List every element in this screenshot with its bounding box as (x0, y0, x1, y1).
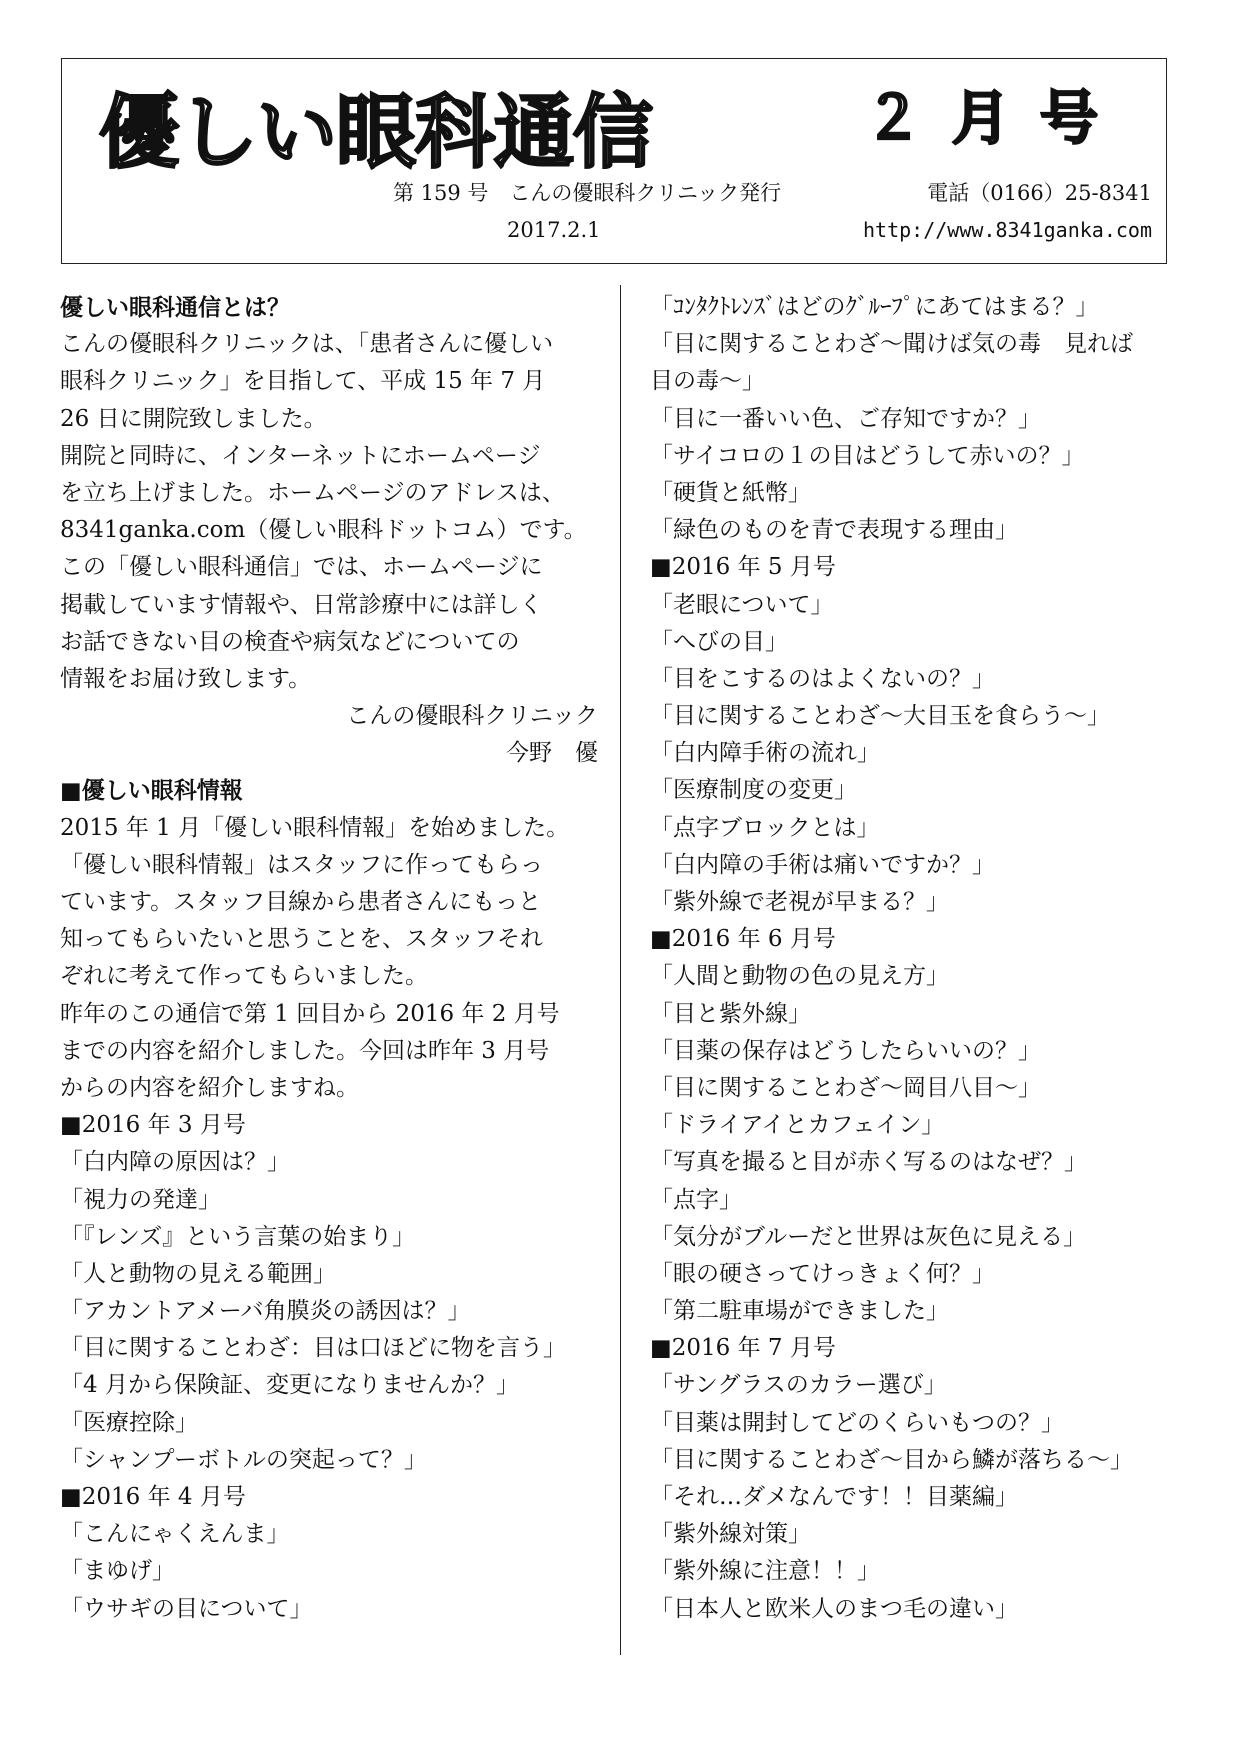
list-item: 「それ…ダメなんです！！目薬編」 (650, 1484, 1018, 1510)
intro-heading: 優しい眼科通信とは？ (60, 294, 290, 321)
list-item: 「人間と動物の色の見え方」 (650, 963, 949, 990)
intro-line: 開院と同時に、インターネットにホームページ (60, 442, 541, 469)
list-item: 「医療制度の変更」 (650, 777, 857, 804)
list-item: 「日本人と欧米人のまつ毛の違い」 (650, 1595, 1018, 1622)
signature-clinic: こんの優眼科クリニック (346, 703, 598, 730)
list-item: 「シャンプーボトルの突起って？」 (60, 1446, 427, 1473)
list-item: 目の毒～」 (650, 368, 765, 395)
june-list (650, 958, 1190, 1330)
list-item: 「『レンズ』という言葉の始まり」 (60, 1223, 416, 1250)
newsletter-header (61, 58, 1167, 264)
right-column (650, 289, 1190, 1628)
list-item: 「目に関することわざ：目は口ほどに物を言う」 (60, 1335, 566, 1362)
info-paragraph (60, 810, 598, 1108)
info-line: 知ってもらいたいと思うことを、スタッフそれ (60, 926, 543, 953)
april-list (60, 1516, 598, 1628)
list-item: 「気分がブルーだと世界は灰色に見える」 (650, 1223, 1087, 1250)
intro-line: お話できない目の検査や病気などについての (60, 628, 520, 655)
list-item: 「目薬は開封してどのくらいもつの？」 (650, 1409, 1064, 1436)
intro-line: 8341ganka.com（優しい眼科ドットコム）です。 (60, 517, 587, 544)
list-item: 「目薬の保存はどうしたらいいの？」 (650, 1037, 1041, 1064)
intro-line: 26 日に開院致しました。 (60, 405, 327, 432)
list-item: 「目に一番いい色、ご存知ですか？」 (650, 405, 1041, 432)
list-item: 「第二駐車場ができました」 (650, 1298, 949, 1325)
april-list-continued (650, 289, 1190, 549)
list-item: 「ドライアイとカフェイン」 (650, 1112, 945, 1139)
issue-label: ２月号 (863, 84, 1128, 152)
list-item: 「紫外線対策」 (650, 1521, 811, 1548)
intro-line: こんの優眼科クリニックは、「患者さんに優しい (60, 331, 554, 358)
list-item: 「視力の発達」 (60, 1186, 221, 1213)
list-item: 「人と動物の見える範囲」 (60, 1260, 336, 1287)
intro-line: を立ち上げました。ホームページのアドレスは、 (60, 479, 565, 506)
month-heading-july: ■2016 年 7 月号 (650, 1335, 836, 1362)
issue-number-line: 第 159 号 こんの優眼科クリニック発行 (393, 181, 782, 205)
list-item: 「サングラスのカラー選び」 (650, 1372, 947, 1399)
list-item: 「まゆげ」 (60, 1558, 175, 1585)
info-line: ています。スタッフ目線から患者さんにもっと (60, 889, 542, 915)
list-item: 「緑色のものを青で表現する理由」 (650, 517, 1018, 544)
month-heading-april: ■2016 年 4 月号 (60, 1484, 246, 1510)
list-item: 「へびの目」 (650, 628, 788, 655)
info-line: ぞれに考えて作ってもらいました。 (60, 963, 428, 990)
list-item: 「眼の硬さってけっきょく何？」 (650, 1260, 995, 1287)
info-line: までの内容を紹介しました。今回は昨年 3 月号 (60, 1037, 550, 1064)
signature-name: 今野 優 (506, 740, 598, 767)
left-column (60, 289, 598, 1628)
info-line: 昨年のこの通信で第 1 回目から 2016 年 2 月号 (60, 1000, 560, 1027)
intro-line: 眼科クリニック」を目指して、平成 15 年 7 月 (60, 368, 546, 395)
list-item: 「目に関することわざ～岡目八目～」 (650, 1074, 1041, 1101)
list-item: 「硬貨と紙幣」 (650, 479, 811, 506)
list-item: 「老眼について」 (650, 591, 834, 618)
newsletter-title: 優しい眼科通信 (99, 86, 652, 179)
info-line: 「優しい眼科情報」はスタッフに作ってもらっ (60, 851, 543, 878)
intro-line: 掲載しています情報や、日常診療中には詳しく (60, 591, 543, 618)
list-item: 「白内障の原因は？」 (60, 1149, 290, 1176)
list-item: 「写真を撮ると目が赤く写るのはなぜ？」 (650, 1149, 1087, 1176)
website-url[interactable]: http://www.8341ganka.com (863, 218, 1152, 242)
info-line: からの内容を紹介しますね。 (60, 1074, 359, 1101)
list-item: 「目に関することわざ～大目玉を食らう～」 (650, 703, 1110, 730)
list-item: 「紫外線で老視が早まる？」 (650, 889, 949, 915)
list-item: 「ｺﾝﾀｸﾄﾚﾝｽﾞはどのｸﾞﾙｰﾌﾟにあてはまる？」 (650, 294, 1099, 320)
list-item: 「目と紫外線」 (650, 1000, 811, 1027)
list-item: 「目に関することわざ～聞けば気の毒 見れば (650, 331, 1133, 358)
phone-line: 電話（0166）25-8341 (927, 181, 1152, 205)
issue-date: 2017.2.1 (507, 218, 601, 242)
info-heading: ■優しい眼科情報 (60, 777, 243, 805)
month-heading-june: ■2016 年 6 月号 (650, 926, 836, 953)
list-item: 「ウサギの目について」 (60, 1595, 313, 1622)
list-item: 「紫外線に注意！！」 (650, 1558, 880, 1585)
july-list (650, 1367, 1190, 1627)
list-item: 「白内障の手術は痛いですか？」 (650, 851, 995, 878)
column-divider (620, 285, 621, 1655)
month-heading-may: ■2016 年 5 月号 (650, 554, 836, 581)
list-item: 「目に関することわざ～目から鱗が落ちる～」 (650, 1446, 1133, 1473)
list-item: 「点字」 (650, 1186, 742, 1213)
march-list (60, 1144, 598, 1479)
list-item: 「サイコロの１の目はどうして赤いの？」 (650, 442, 1085, 469)
list-item: 「点字ブロックとは」 (650, 814, 880, 841)
intro-line: 情報をお届け致します。 (60, 665, 312, 692)
list-item: 「アカントアメーバ角膜炎の誘因は？」 (60, 1298, 471, 1325)
list-item: 「こんにゃくえんま」 (60, 1521, 290, 1548)
list-item: 「4 月から保険証、変更になりませんか？」 (60, 1372, 519, 1399)
list-item: 「目をこするのはよくないの？」 (650, 665, 995, 692)
intro-paragraph (60, 326, 598, 698)
list-item: 「医療控除」 (60, 1409, 198, 1436)
intro-line: この「優しい眼科通信」では、ホームページに (60, 554, 543, 581)
month-heading-march: ■2016 年 3 月号 (60, 1112, 246, 1139)
info-line: 2015 年 1 月「優しい眼科情報」を始めました。 (60, 814, 570, 841)
list-item: 「白内障手術の流れ」 (650, 740, 880, 767)
may-list (650, 587, 1190, 922)
